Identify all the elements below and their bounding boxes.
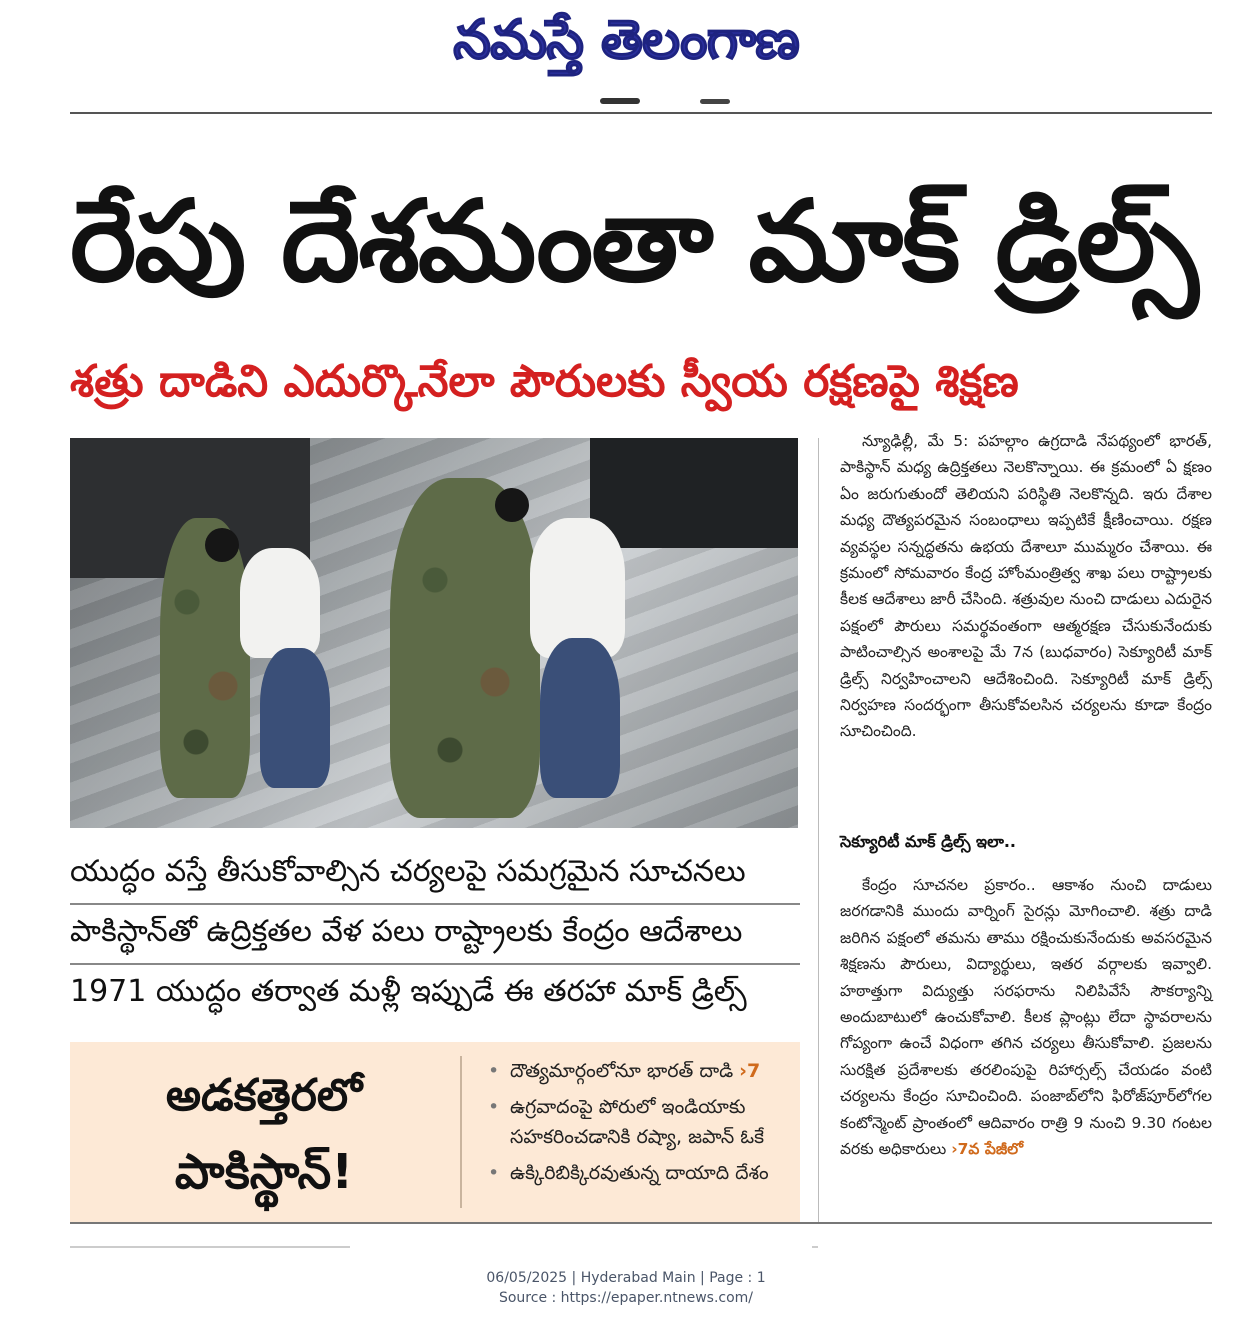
box-item[interactable] <box>480 1158 790 1188</box>
page-ref-link[interactable]: ›7 <box>739 1060 761 1082</box>
box-title-line1: అడకత్తెరలో <box>165 1070 363 1121</box>
highlight-item: పాకిస్థాన్‌తో ఉద్రిక్తతల వేళ పలు రాష్ట్రాలకు కేంద్రం ఆదేశాలు <box>70 905 800 965</box>
highlight-item: 1971 యుద్ధం తర్వాత మళ్లీ ఇప్పుడే ఈ తరహా మాక్ డ్రిల్స్ <box>70 974 747 1009</box>
box-divider <box>460 1056 462 1208</box>
top-divider <box>70 112 1212 114</box>
article-paragraph: న్యూఢిల్లీ, మే 5: పహల్గాం ఉగ్రదాడి నేపథ్యంలో భారత్, పాకిస్థాన్ మధ్య ఉద్రిక్తతలు నెలకొన్నాయి. ఈ క్రమంలో ఏ క్షణం ఏం జరుగుతుందో తెలియని పరిస్థితి నెలకొన్నది. ఇరు దేశాల మధ్య దౌత్యపరమైన సంబంధాలు ఇప్పటికే క్షీణించాయి. రక్షణ వ్యవస్థల సన్నద్ధతను ఉభయ దేశాలూ ముమ్మరం చేశాయి. ఈ క్రమంలో సోమవారం కేంద్ర హోంమంత్రిత్వ శాఖ పలు రాష్ట్రాలకు కీలక ఆదేశాలు జారీ చేసింది. శత్రువుల నుంచి దాడులు ఎదురైన పక్షంలో పౌరులు సమర్థవంతంగా ఆత్మరక్షణ చేసుకునేందుకు పాటించాల్సిన అంశాలపై మే 7న (బుధవారం) సెక్యూరిటీ మాక్ డ్రిల్స్ నిర్వహించాలని ఆదేశించింది. సెక్యూరిటీ మాక్ డ్రిల్స్ నిర్వహణ సందర్భంగా తీసుకోవలసిన చర్యలను కూడా కేంద్రం సూచించింది. <box>840 432 1212 741</box>
highlight-item: యుద్ధం వస్తే తీసుకోవాల్సిన చర్యలపై సమగ్రమైన సూచనలు <box>70 845 800 905</box>
article-body-2 <box>840 872 1212 1162</box>
subheadline: శత్రు దాడిని ఎదుర్కొనేలా పౌరులకు స్వీయ రక్షణపై శిక్షణ <box>70 356 1019 407</box>
highlight-points <box>70 845 800 1023</box>
footer <box>0 1268 1252 1308</box>
masthead-logo: నమస్తే తెలంగాణ <box>453 8 799 71</box>
footer-date-edition: 06/05/2025 | Hyderabad Main | Page : 1 <box>486 1270 766 1286</box>
box-title-line2: పాకిస్థాన్! <box>174 1144 354 1200</box>
box-item[interactable] <box>480 1092 790 1152</box>
headline: రేపు దేశమంతా మాక్ డ్రిల్స్ <box>70 177 1197 307</box>
footer-source[interactable]: Source : https://epaper.ntnews.com/ <box>498 1290 754 1306</box>
article-body <box>840 428 1212 745</box>
section-title: సెక్యూరిటీ మాక్ డ్రిల్స్ ఇలా.. <box>840 832 1016 851</box>
sidebar-box <box>70 1042 800 1222</box>
box-item-text: ఉక్కిరిబిక్కిరవుతున్న దాయాది దేశం <box>510 1162 769 1184</box>
box-title <box>94 1060 434 1220</box>
box-item[interactable] <box>480 1056 790 1086</box>
box-item-text: ఉగ్రవాదంపై పోరులో ఇండియాకు సహకరించడానికి రష్యా, జపాన్ ఓకే <box>510 1096 765 1148</box>
column-divider <box>818 438 819 1224</box>
print-smudge <box>600 98 640 104</box>
news-photo <box>70 438 798 828</box>
bottom-divider <box>70 1222 1212 1224</box>
continued-link[interactable]: ›7వ పేజీలో <box>951 1140 1024 1159</box>
box-item-text: దౌత్యమార్గంలోనూ భారత్ దాడి <box>510 1060 734 1082</box>
article-paragraph: కేంద్రం సూచనల ప్రకారం.. ఆకాశం నుంచి దాడులు జరగడానికి ముందు వార్నింగ్ సైరన్లు మోగించాలి. శత్రు దాడి జరిగిన పక్షంలో తమను తాము రక్షించుకునేందుకు అవసరమైన శిక్షణను పౌరులు, విద్యార్థులు, ఇతర వర్గాలకు ఇవ్వాలి. హఠాత్తుగా విద్యుత్తు సరఫరాను నిలిపివేసే సౌకర్యాన్ని అందుబాటులో ఉంచుకోవాలి. కీలక ప్లాంట్లు లేదా స్థావరాలను గోప్యంగా ఉంచే విధంగా తగిన చర్యలు తీసుకోవాలి. ప్రజలను సురక్షిత ప్రదేశాలకు తరలింపుపై రిహార్సల్స్ చేయడం వంటి చర్యలను కేంద్రం సూచించింది. పంజాబ్‌లోని ఫిరోజ్‌పూర్‌లోగల కంటోన్మెంట్ ప్రాంతంలో ఆదివారం రాత్రి 9 నుంచి 9.30 గంటల వరకు అధికారులు <box>840 876 1212 1159</box>
box-items <box>480 1056 790 1194</box>
print-smudge <box>700 99 730 104</box>
bottom-divider <box>70 1246 350 1248</box>
bottom-divider <box>812 1246 818 1248</box>
